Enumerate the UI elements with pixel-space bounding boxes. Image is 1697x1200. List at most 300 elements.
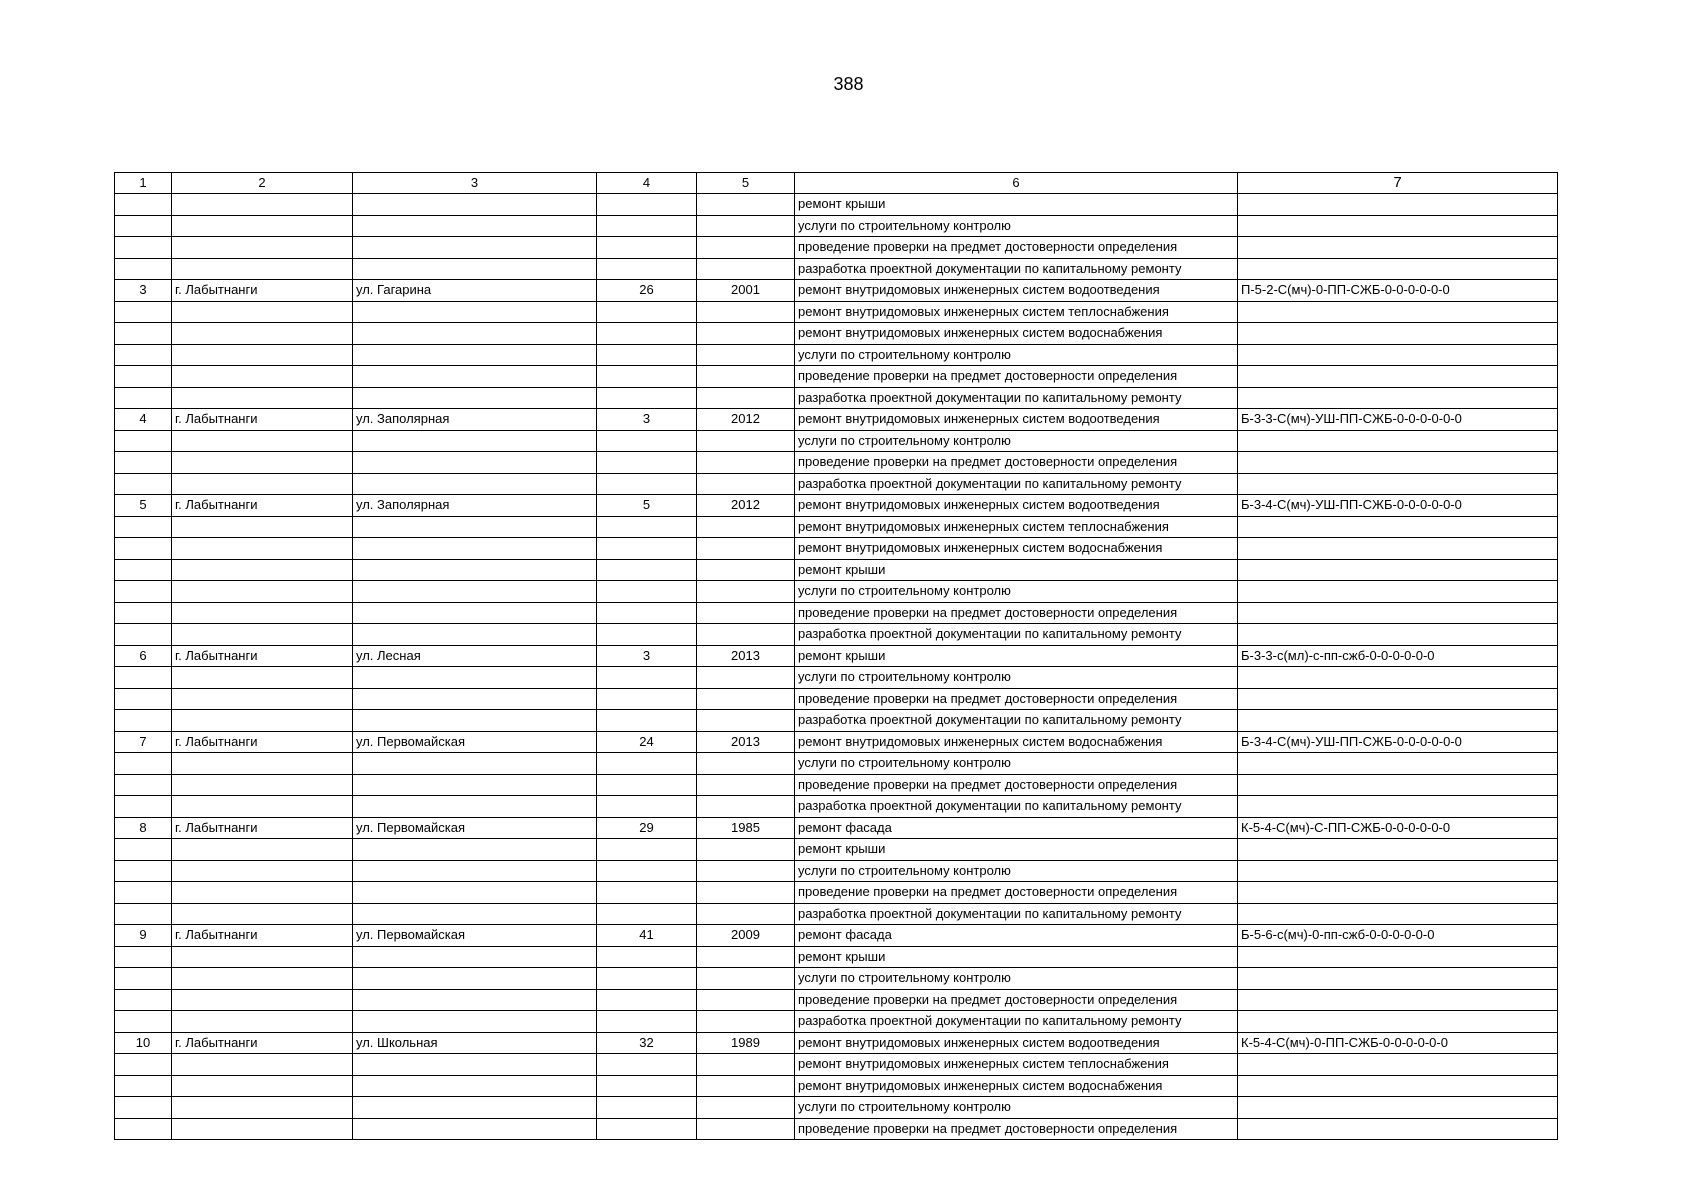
work-type-cell: услуги по строительному контролю — [795, 968, 1238, 990]
work-type-cell: разработка проектной документации по капитальному ремонту — [795, 796, 1238, 818]
city-cell — [172, 301, 353, 323]
building-code-cell — [1238, 387, 1558, 409]
header-cell-col2: 2 — [172, 173, 353, 194]
street-cell — [353, 366, 597, 388]
table-row — [115, 323, 1558, 345]
house-number-cell — [597, 1075, 697, 1097]
street-cell — [353, 538, 597, 560]
work-type-cell: ремонт внутридомовых инженерных систем теплоснабжения — [795, 1054, 1238, 1076]
city-cell — [172, 710, 353, 732]
street-cell — [353, 903, 597, 925]
city-cell — [172, 366, 353, 388]
year-cell: 1989 — [697, 1032, 795, 1054]
house-number-cell: 32 — [597, 1032, 697, 1054]
house-number-cell — [597, 753, 697, 775]
city-cell — [172, 1075, 353, 1097]
building-code-cell — [1238, 1075, 1558, 1097]
year-cell — [697, 237, 795, 259]
work-type-cell: проведение проверки на предмет достоверности определения — [795, 237, 1238, 259]
building-code-cell — [1238, 301, 1558, 323]
work-type-cell: услуги по строительному контролю — [795, 215, 1238, 237]
house-number-cell — [597, 968, 697, 990]
city-cell — [172, 903, 353, 925]
house-number-cell: 5 — [597, 495, 697, 517]
table-row — [115, 710, 1558, 732]
work-type-cell: проведение проверки на предмет достоверности определения — [795, 882, 1238, 904]
street-cell — [353, 688, 597, 710]
table-row — [115, 430, 1558, 452]
row-number-cell — [115, 516, 172, 538]
year-cell — [697, 323, 795, 345]
table-row — [115, 968, 1558, 990]
city-cell — [172, 860, 353, 882]
building-code-cell — [1238, 796, 1558, 818]
city-cell — [172, 602, 353, 624]
street-cell: ул. Заполярная — [353, 495, 597, 517]
header-cell-col1: 1 — [115, 173, 172, 194]
year-cell — [697, 538, 795, 560]
year-cell — [697, 387, 795, 409]
year-cell: 1985 — [697, 817, 795, 839]
year-cell: 2009 — [697, 925, 795, 947]
city-cell — [172, 1011, 353, 1033]
house-number-cell — [597, 366, 697, 388]
street-cell — [353, 1011, 597, 1033]
header-cell-col3: 3 — [353, 173, 597, 194]
year-cell: 2001 — [697, 280, 795, 302]
year-cell — [697, 559, 795, 581]
house-number-cell — [597, 796, 697, 818]
year-cell — [697, 1075, 795, 1097]
city-cell — [172, 688, 353, 710]
house-number-cell — [597, 882, 697, 904]
city-cell: г. Лабытнанги — [172, 645, 353, 667]
header-cell-col5: 5 — [697, 173, 795, 194]
building-code-cell — [1238, 581, 1558, 603]
city-cell — [172, 516, 353, 538]
row-number-cell — [115, 1097, 172, 1119]
work-type-cell: разработка проектной документации по капитальному ремонту — [795, 903, 1238, 925]
city-cell: г. Лабытнанги — [172, 495, 353, 517]
city-cell — [172, 473, 353, 495]
table-row — [115, 688, 1558, 710]
house-number-cell — [597, 516, 697, 538]
row-number-cell: 7 — [115, 731, 172, 753]
year-cell — [697, 903, 795, 925]
building-code-cell — [1238, 323, 1558, 345]
work-type-cell: ремонт внутридомовых инженерных систем водоотведения — [795, 495, 1238, 517]
street-cell — [353, 710, 597, 732]
table-row — [115, 882, 1558, 904]
row-number-cell — [115, 753, 172, 775]
work-type-cell: ремонт внутридомовых инженерных систем водоотведения — [795, 409, 1238, 431]
house-number-cell — [597, 538, 697, 560]
work-type-cell: проведение проверки на предмет достоверности определения — [795, 688, 1238, 710]
work-type-cell: услуги по строительному контролю — [795, 860, 1238, 882]
building-code-cell — [1238, 344, 1558, 366]
table-row — [115, 559, 1558, 581]
street-cell: ул. Первомайская — [353, 817, 597, 839]
row-number-cell — [115, 710, 172, 732]
row-number-cell: 6 — [115, 645, 172, 667]
row-number-cell — [115, 667, 172, 689]
street-cell — [353, 860, 597, 882]
year-cell — [697, 1011, 795, 1033]
page-number: 388 — [833, 74, 864, 94]
year-cell: 2012 — [697, 409, 795, 431]
city-cell: г. Лабытнанги — [172, 409, 353, 431]
table-row — [115, 215, 1558, 237]
building-code-cell: К-5-4-С(мч)-0-ПП-СЖБ-0-0-0-0-0-0 — [1238, 1032, 1558, 1054]
year-cell: 2013 — [697, 731, 795, 753]
street-cell — [353, 581, 597, 603]
table-row — [115, 925, 1558, 947]
city-cell — [172, 753, 353, 775]
work-type-cell: ремонт внутридомовых инженерных систем водоотведения — [795, 1032, 1238, 1054]
street-cell — [353, 667, 597, 689]
house-number-cell — [597, 194, 697, 216]
table-row — [115, 645, 1558, 667]
building-code-cell — [1238, 430, 1558, 452]
row-number-cell — [115, 1011, 172, 1033]
house-number-cell — [597, 430, 697, 452]
building-code-cell — [1238, 473, 1558, 495]
row-number-cell: 10 — [115, 1032, 172, 1054]
table-row — [115, 860, 1558, 882]
house-number-cell — [597, 301, 697, 323]
building-code-cell: Б-3-3-С(мч)-УШ-ПП-СЖБ-0-0-0-0-0-0 — [1238, 409, 1558, 431]
house-number-cell: 29 — [597, 817, 697, 839]
street-cell: ул. Первомайская — [353, 731, 597, 753]
row-number-cell — [115, 430, 172, 452]
house-number-cell — [597, 667, 697, 689]
year-cell — [697, 710, 795, 732]
year-cell — [697, 430, 795, 452]
house-number-cell — [597, 839, 697, 861]
work-type-cell: ремонт внутридомовых инженерных систем теплоснабжения — [795, 516, 1238, 538]
work-type-cell: разработка проектной документации по капитальному ремонту — [795, 624, 1238, 646]
street-cell — [353, 473, 597, 495]
table-row — [115, 731, 1558, 753]
house-number-cell — [597, 452, 697, 474]
city-cell — [172, 968, 353, 990]
street-cell: ул. Гагарина — [353, 280, 597, 302]
street-cell — [353, 1054, 597, 1076]
city-cell: г. Лабытнанги — [172, 925, 353, 947]
street-cell — [353, 516, 597, 538]
street-cell — [353, 194, 597, 216]
work-type-cell: ремонт крыши — [795, 559, 1238, 581]
house-number-cell — [597, 559, 697, 581]
city-cell — [172, 882, 353, 904]
street-cell — [353, 839, 597, 861]
work-type-cell: услуги по строительному контролю — [795, 430, 1238, 452]
header-cell-col6: 6 — [795, 173, 1238, 194]
row-number-cell — [115, 946, 172, 968]
work-type-cell: услуги по строительному контролю — [795, 667, 1238, 689]
work-type-cell: услуги по строительному контролю — [795, 1097, 1238, 1119]
building-code-cell: К-5-4-С(мч)-С-ПП-СЖБ-0-0-0-0-0-0 — [1238, 817, 1558, 839]
row-number-cell — [115, 344, 172, 366]
street-cell — [353, 1118, 597, 1140]
house-number-cell — [597, 258, 697, 280]
house-number-cell: 26 — [597, 280, 697, 302]
row-number-cell: 4 — [115, 409, 172, 431]
table-row — [115, 774, 1558, 796]
row-number-cell — [115, 194, 172, 216]
row-number-cell: 9 — [115, 925, 172, 947]
work-type-cell: ремонт внутридомовых инженерных систем водоснабжения — [795, 323, 1238, 345]
city-cell — [172, 581, 353, 603]
house-number-cell — [597, 215, 697, 237]
city-cell: г. Лабытнанги — [172, 1032, 353, 1054]
table-row — [115, 387, 1558, 409]
table-row — [115, 1118, 1558, 1140]
city-cell — [172, 946, 353, 968]
table-row — [115, 495, 1558, 517]
street-cell — [353, 452, 597, 474]
year-cell — [697, 882, 795, 904]
street-cell — [353, 1097, 597, 1119]
year-cell — [697, 602, 795, 624]
year-cell — [697, 215, 795, 237]
city-cell — [172, 559, 353, 581]
row-number-cell — [115, 602, 172, 624]
table-row — [115, 989, 1558, 1011]
year-cell — [697, 667, 795, 689]
building-code-cell — [1238, 194, 1558, 216]
street-cell — [353, 215, 597, 237]
year-cell — [697, 688, 795, 710]
city-cell — [172, 1054, 353, 1076]
year-cell — [697, 473, 795, 495]
building-code-cell — [1238, 215, 1558, 237]
house-number-cell — [597, 946, 697, 968]
table-row — [115, 280, 1558, 302]
street-cell — [353, 301, 597, 323]
year-cell — [697, 796, 795, 818]
house-number-cell — [597, 688, 697, 710]
work-type-cell: проведение проверки на предмет достоверности определения — [795, 366, 1238, 388]
table-row — [115, 946, 1558, 968]
city-cell: г. Лабытнанги — [172, 817, 353, 839]
house-number-cell — [597, 710, 697, 732]
row-number-cell — [115, 473, 172, 495]
row-number-cell — [115, 387, 172, 409]
year-cell — [697, 968, 795, 990]
house-number-cell: 3 — [597, 645, 697, 667]
table-row — [115, 344, 1558, 366]
street-cell — [353, 882, 597, 904]
table-row — [115, 452, 1558, 474]
row-number-cell — [115, 366, 172, 388]
street-cell — [353, 559, 597, 581]
house-number-cell — [597, 323, 697, 345]
year-cell — [697, 753, 795, 775]
table-row — [115, 538, 1558, 560]
city-cell: г. Лабытнанги — [172, 731, 353, 753]
row-number-cell — [115, 559, 172, 581]
year-cell — [697, 581, 795, 603]
building-code-cell — [1238, 452, 1558, 474]
building-code-cell — [1238, 1054, 1558, 1076]
table-row — [115, 667, 1558, 689]
street-cell — [353, 989, 597, 1011]
year-cell — [697, 839, 795, 861]
row-number-cell: 8 — [115, 817, 172, 839]
city-cell — [172, 538, 353, 560]
city-cell — [172, 624, 353, 646]
year-cell — [697, 452, 795, 474]
city-cell — [172, 989, 353, 1011]
work-type-cell: разработка проектной документации по капитальному ремонту — [795, 473, 1238, 495]
city-cell — [172, 387, 353, 409]
row-number-cell — [115, 860, 172, 882]
city-cell — [172, 667, 353, 689]
city-cell — [172, 796, 353, 818]
table-row — [115, 237, 1558, 259]
building-code-cell — [1238, 753, 1558, 775]
building-code-cell — [1238, 860, 1558, 882]
street-cell — [353, 258, 597, 280]
row-number-cell — [115, 452, 172, 474]
work-type-cell: ремонт крыши — [795, 645, 1238, 667]
city-cell — [172, 215, 353, 237]
table-row — [115, 839, 1558, 861]
city-cell — [172, 774, 353, 796]
row-number-cell — [115, 237, 172, 259]
work-type-cell: ремонт крыши — [795, 839, 1238, 861]
house-number-cell — [597, 237, 697, 259]
row-number-cell — [115, 1118, 172, 1140]
house-number-cell — [597, 1011, 697, 1033]
row-number-cell — [115, 882, 172, 904]
table-row — [115, 602, 1558, 624]
year-cell — [697, 344, 795, 366]
row-number-cell: 5 — [115, 495, 172, 517]
work-type-cell: разработка проектной документации по капитальному ремонту — [795, 710, 1238, 732]
year-cell: 2012 — [697, 495, 795, 517]
work-type-cell: ремонт внутридомовых инженерных систем водоотведения — [795, 280, 1238, 302]
table-row — [115, 903, 1558, 925]
building-code-cell — [1238, 237, 1558, 259]
row-number-cell — [115, 903, 172, 925]
building-code-cell: Б-5-6-с(мч)-0-пп-сжб-0-0-0-0-0-0 — [1238, 925, 1558, 947]
house-number-cell — [597, 624, 697, 646]
year-cell — [697, 516, 795, 538]
house-number-cell — [597, 344, 697, 366]
work-type-cell: ремонт внутридомовых инженерных систем водоснабжения — [795, 731, 1238, 753]
work-type-cell: ремонт крыши — [795, 946, 1238, 968]
year-cell — [697, 989, 795, 1011]
year-cell — [697, 1118, 795, 1140]
work-type-cell: разработка проектной документации по капитальному ремонту — [795, 1011, 1238, 1033]
city-cell — [172, 194, 353, 216]
table-row — [115, 1075, 1558, 1097]
year-cell — [697, 194, 795, 216]
work-type-cell: ремонт внутридомовых инженерных систем водоснабжения — [795, 1075, 1238, 1097]
building-code-cell: П-5-2-С(мч)-0-ПП-СЖБ-0-0-0-0-0-0 — [1238, 280, 1558, 302]
building-code-cell — [1238, 1011, 1558, 1033]
building-code-cell — [1238, 710, 1558, 732]
building-code-cell — [1238, 1097, 1558, 1119]
table-row — [115, 1032, 1558, 1054]
city-cell: г. Лабытнанги — [172, 280, 353, 302]
year-cell — [697, 774, 795, 796]
street-cell: ул. Лесная — [353, 645, 597, 667]
house-number-cell — [597, 1097, 697, 1119]
house-number-cell — [597, 1054, 697, 1076]
year-cell — [697, 366, 795, 388]
building-code-cell: Б-3-3-с(мл)-с-пп-сжб-0-0-0-0-0-0 — [1238, 645, 1558, 667]
street-cell: ул. Заполярная — [353, 409, 597, 431]
building-code-cell: Б-3-4-С(мч)-УШ-ПП-СЖБ-0-0-0-0-0-0 — [1238, 731, 1558, 753]
year-cell — [697, 860, 795, 882]
table-row — [115, 1097, 1558, 1119]
row-number-cell — [115, 1054, 172, 1076]
building-code-cell — [1238, 839, 1558, 861]
table-row — [115, 796, 1558, 818]
row-number-cell — [115, 774, 172, 796]
building-code-cell — [1238, 968, 1558, 990]
year-cell — [697, 258, 795, 280]
house-number-cell — [597, 387, 697, 409]
building-code-cell: Б-3-4-С(мч)-УШ-ПП-СЖБ-0-0-0-0-0-0 — [1238, 495, 1558, 517]
city-cell — [172, 430, 353, 452]
work-type-cell: ремонт внутридомовых инженерных систем теплоснабжения — [795, 301, 1238, 323]
street-cell — [353, 774, 597, 796]
work-type-cell: услуги по строительному контролю — [795, 344, 1238, 366]
header-cell-col4: 4 — [597, 173, 697, 194]
building-code-cell — [1238, 516, 1558, 538]
building-code-cell — [1238, 903, 1558, 925]
row-number-cell — [115, 323, 172, 345]
city-cell — [172, 258, 353, 280]
house-number-cell — [597, 602, 697, 624]
work-type-cell: ремонт фасада — [795, 925, 1238, 947]
house-number-cell — [597, 1118, 697, 1140]
year-cell: 2013 — [697, 645, 795, 667]
street-cell — [353, 1075, 597, 1097]
city-cell — [172, 237, 353, 259]
house-number-cell: 3 — [597, 409, 697, 431]
house-number-cell — [597, 860, 697, 882]
row-number-cell — [115, 538, 172, 560]
building-code-cell — [1238, 946, 1558, 968]
street-cell — [353, 968, 597, 990]
street-cell — [353, 624, 597, 646]
building-code-cell — [1238, 667, 1558, 689]
city-cell — [172, 839, 353, 861]
building-code-cell — [1238, 688, 1558, 710]
building-code-cell — [1238, 624, 1558, 646]
street-cell — [353, 344, 597, 366]
house-number-cell: 24 — [597, 731, 697, 753]
row-number-cell — [115, 624, 172, 646]
table-row — [115, 366, 1558, 388]
year-cell — [697, 1097, 795, 1119]
city-cell — [172, 452, 353, 474]
city-cell — [172, 1118, 353, 1140]
building-code-cell — [1238, 538, 1558, 560]
house-number-cell — [597, 903, 697, 925]
house-number-cell — [597, 473, 697, 495]
year-cell — [697, 1054, 795, 1076]
work-type-cell: разработка проектной документации по капитальному ремонту — [795, 387, 1238, 409]
table-row — [115, 473, 1558, 495]
work-type-cell: проведение проверки на предмет достоверности определения — [795, 602, 1238, 624]
row-number-cell — [115, 796, 172, 818]
